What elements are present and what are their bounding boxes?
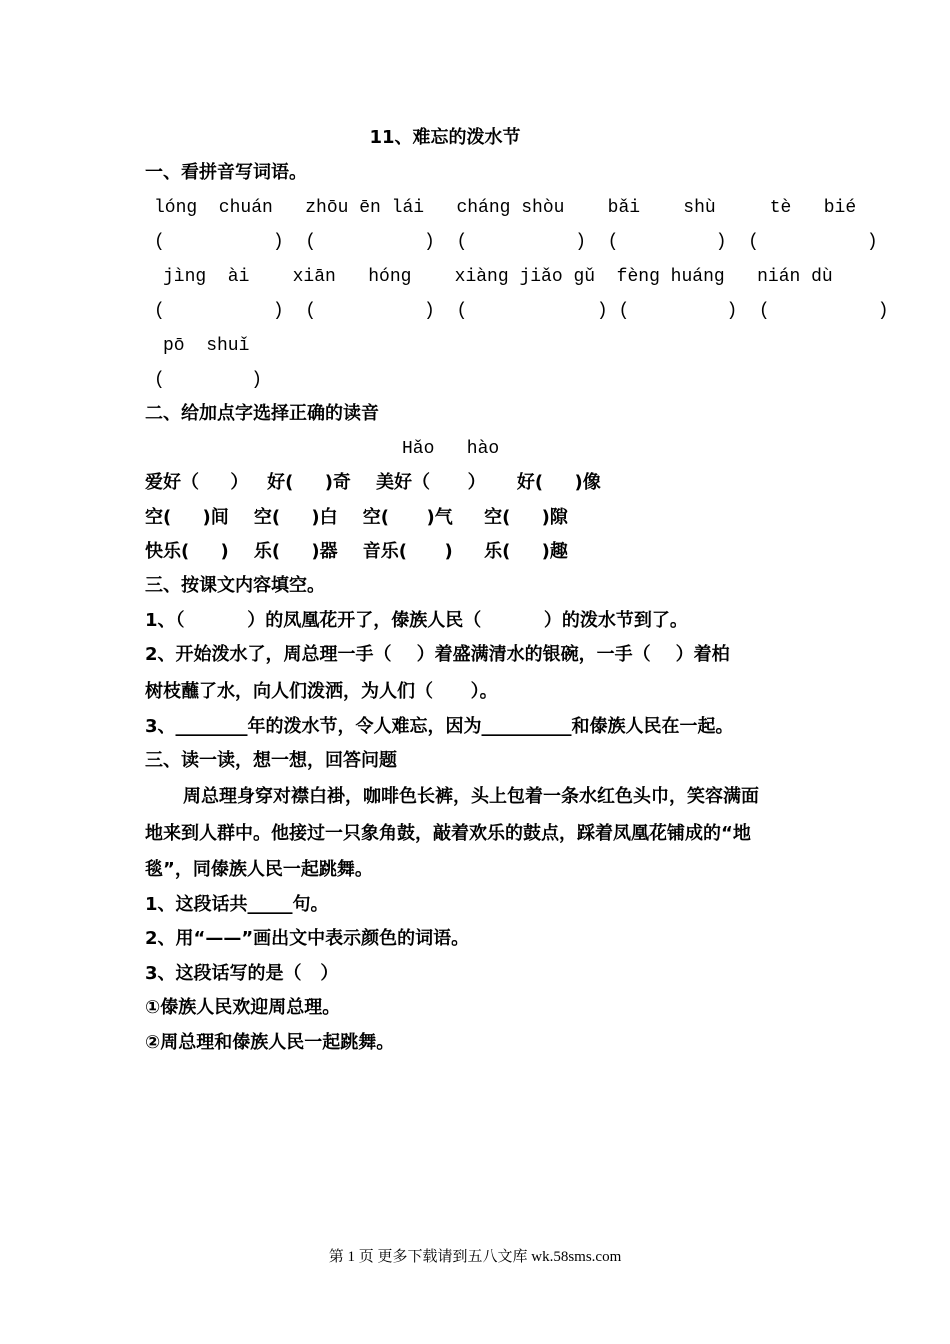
fill-item-1: 1、（ ）的凤凰花开了，傣族人民（ ）的泼水节到了。 — [145, 610, 688, 631]
answer-brackets-row-3: ( ) — [154, 370, 263, 390]
page-footer: 第 1 页 更多下载请到五八文库 wk.58sms.com — [328, 1249, 622, 1265]
page-title: 11、难忘的泼水节 — [369, 127, 521, 148]
section4-heading: 三、读一读，想一想，回答问题 — [145, 750, 397, 771]
question-1: 1、这段话共_____句。 — [145, 894, 329, 915]
reading-row-1: 爱好（ ） 好( )奇 美好（ ） 好( )像 — [145, 472, 601, 493]
pinyin-row-1: lóng chuán zhōu ēn lái cháng shòu bǎi shù tè bié — [154, 198, 857, 218]
option-1: ①傣族人民欢迎周总理。 — [145, 997, 341, 1018]
question-3: 3、这段话写的是（ ） — [145, 963, 339, 984]
answer-brackets-row-2: ( ) ( ) ( ) ( ) ( ) — [154, 301, 889, 321]
reading-row-2: 空( )间 空( )白 空( )气 空( )隙 — [145, 507, 568, 528]
fill-item-2: 2、开始泼水了，周总理一手（ ）着盛满清水的银碗，一手（ ）着柏 — [145, 644, 730, 665]
passage-line-3: 毯”，同傣族人民一起跳舞。 — [145, 859, 373, 880]
section1-heading: 一、看拼音写词语。 — [145, 162, 307, 183]
question-2: 2、用“——”画出文中表示颜色的词语。 — [145, 928, 470, 949]
fill-item-3: 3、________年的泼水节，令人难忘，因为__________和傣族人民在一起。 — [145, 716, 734, 737]
passage-line-1: 周总理身穿对襟白褂，咖啡色长裤，头上包着一条水红色头巾，笑容满面 — [183, 786, 759, 807]
reading-row-3: 快乐( ) 乐( )器 音乐( ) 乐( )趣 — [145, 541, 568, 562]
pinyin-row-2: jìng ài xiān hóng xiàng jiǎo gǔ fèng huáng nián dù — [163, 267, 833, 287]
pinyin-row-3: pō shuǐ — [163, 336, 250, 356]
fill-item-2-continued: 树枝蘸了水，向人们泼洒，为人们（ ）。 — [145, 681, 498, 702]
option-2: ②周总理和傣族人民一起跳舞。 — [145, 1032, 395, 1053]
section2-heading: 二、给加点字选择正确的读音 — [145, 403, 379, 424]
reading-options: Hǎo hào — [402, 439, 500, 459]
answer-brackets-row-1: ( ) ( ) ( ) ( ) ( ) — [154, 232, 878, 252]
passage-line-2: 地来到人群中。他接过一只象角鼓，敲着欢乐的鼓点，踩着凤凰花铺成的“地 — [145, 823, 751, 844]
section3-heading: 三、按课文内容填空。 — [145, 575, 325, 596]
